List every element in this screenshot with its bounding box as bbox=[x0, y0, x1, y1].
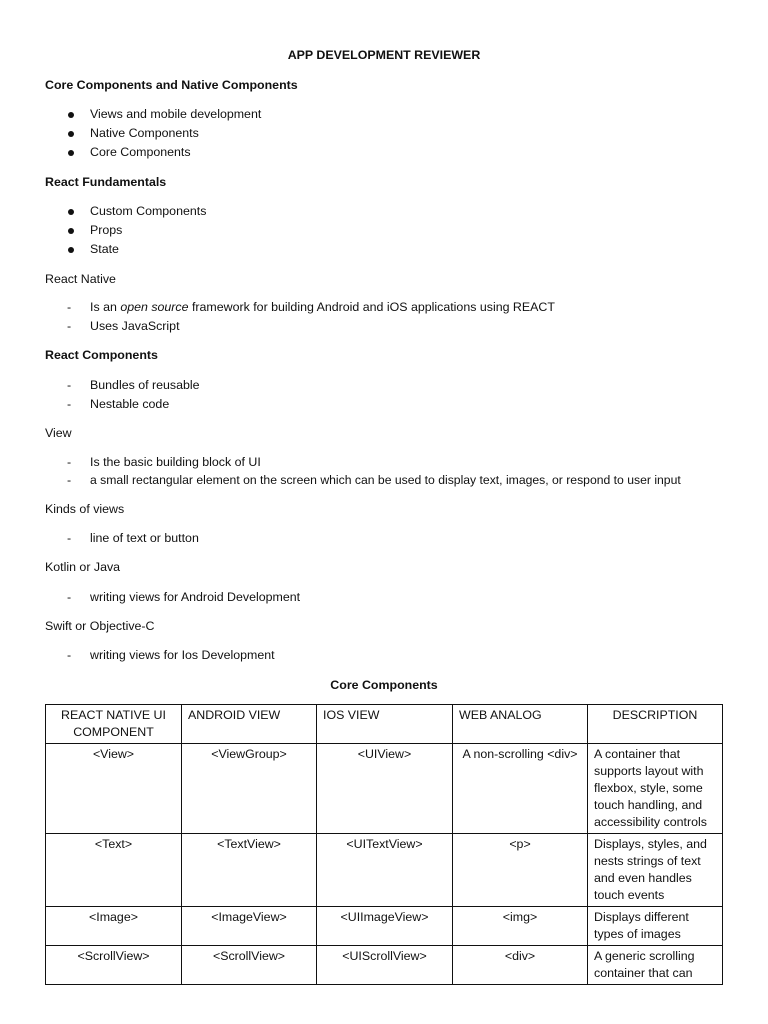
section-heading-react-native: React Native bbox=[45, 272, 116, 286]
core-components-table bbox=[45, 704, 723, 985]
column-header: REACT NATIVE UI COMPONENT bbox=[46, 705, 182, 744]
table-cell: <UIScrollView> bbox=[317, 946, 453, 985]
table-cell: <Text> bbox=[46, 834, 182, 907]
dash-marker: - bbox=[67, 319, 72, 333]
bullet-icon bbox=[68, 247, 74, 253]
table-row bbox=[46, 946, 723, 985]
list-item: Views and mobile development bbox=[90, 107, 262, 121]
section-heading-react-components: React Components bbox=[45, 348, 158, 362]
bullet-icon bbox=[68, 150, 74, 156]
column-header: ANDROID VIEW bbox=[182, 705, 317, 744]
list-item: writing views for Ios Development bbox=[90, 648, 275, 662]
text-segment: Is an bbox=[90, 300, 121, 314]
dash-marker: - bbox=[67, 397, 72, 411]
table-cell: <div> bbox=[453, 946, 588, 985]
section-heading-core-native: Core Components and Native Components bbox=[45, 78, 298, 92]
list-item: Custom Components bbox=[90, 204, 207, 218]
list-item: Native Components bbox=[90, 126, 199, 140]
table-cell: A non-scrolling <div> bbox=[453, 744, 588, 834]
table-cell: Displays different types of images bbox=[588, 907, 723, 946]
document-title: APP DEVELOPMENT REVIEWER bbox=[287, 48, 481, 62]
table-cell: A generic scrolling container that can bbox=[588, 946, 723, 985]
list-item: Is the basic building block of UI bbox=[90, 455, 261, 469]
table-cell: <ViewGroup> bbox=[182, 744, 317, 834]
bullet-icon bbox=[68, 112, 74, 118]
table-cell: <TextView> bbox=[182, 834, 317, 907]
table-cell: <ImageView> bbox=[182, 907, 317, 946]
list-item bbox=[90, 300, 555, 316]
table-cell: <ScrollView> bbox=[46, 946, 182, 985]
dash-marker: - bbox=[67, 473, 72, 487]
list-item: Nestable code bbox=[90, 397, 170, 411]
dash-marker: - bbox=[67, 590, 72, 604]
bullet-icon bbox=[68, 131, 74, 137]
column-header: DESCRIPTION bbox=[588, 705, 723, 744]
emphasis-text: open source bbox=[120, 300, 189, 314]
table-cell: A container that supports layout with flexbox, style, some touch handling, and accessibility controls bbox=[588, 744, 723, 834]
list-item: Props bbox=[90, 223, 123, 237]
list-item: line of text or button bbox=[90, 531, 199, 545]
section-heading-swift-objc: Swift or Objective-C bbox=[45, 619, 155, 633]
table-cell: <Image> bbox=[46, 907, 182, 946]
list-item: a small rectangular element on the screen which can be used to display text, images, or respond to user input bbox=[90, 473, 681, 487]
table-cell: <UITextView> bbox=[317, 834, 453, 907]
section-heading-react-fundamentals: React Fundamentals bbox=[45, 175, 167, 189]
table-cell: <UIView> bbox=[317, 744, 453, 834]
table-row bbox=[46, 834, 723, 907]
dash-marker: - bbox=[67, 378, 72, 392]
list-item: Core Components bbox=[90, 145, 191, 159]
dash-marker: - bbox=[67, 648, 72, 662]
bullet-icon bbox=[68, 228, 74, 234]
text-segment: framework for building Android and iOS applications using REACT bbox=[188, 300, 555, 314]
list-item: Uses JavaScript bbox=[90, 319, 180, 333]
section-heading-kotlin-java: Kotlin or Java bbox=[45, 560, 121, 574]
table-row bbox=[46, 744, 723, 834]
table-cell: Displays, styles, and nests strings of text and even handles touch events bbox=[588, 834, 723, 907]
table-cell: <View> bbox=[46, 744, 182, 834]
list-item: writing views for Android Development bbox=[90, 590, 301, 604]
table-cell: <p> bbox=[453, 834, 588, 907]
table-header-row bbox=[46, 705, 723, 744]
dash-marker: - bbox=[67, 455, 72, 469]
column-header: IOS VIEW bbox=[317, 705, 453, 744]
column-header: WEB ANALOG bbox=[453, 705, 588, 744]
list-item: State bbox=[90, 242, 119, 256]
list-item: Bundles of reusable bbox=[90, 378, 200, 392]
table-cell: <img> bbox=[453, 907, 588, 946]
dash-marker: - bbox=[67, 300, 72, 314]
table-row bbox=[46, 907, 723, 946]
table-cell: <ScrollView> bbox=[182, 946, 317, 985]
bullet-icon bbox=[68, 209, 74, 215]
dash-marker: - bbox=[67, 531, 72, 545]
section-heading-view: View bbox=[45, 426, 72, 440]
table-cell: <UIImageView> bbox=[317, 907, 453, 946]
table-heading: Core Components bbox=[330, 678, 438, 692]
section-heading-kinds-of-views: Kinds of views bbox=[45, 502, 125, 516]
